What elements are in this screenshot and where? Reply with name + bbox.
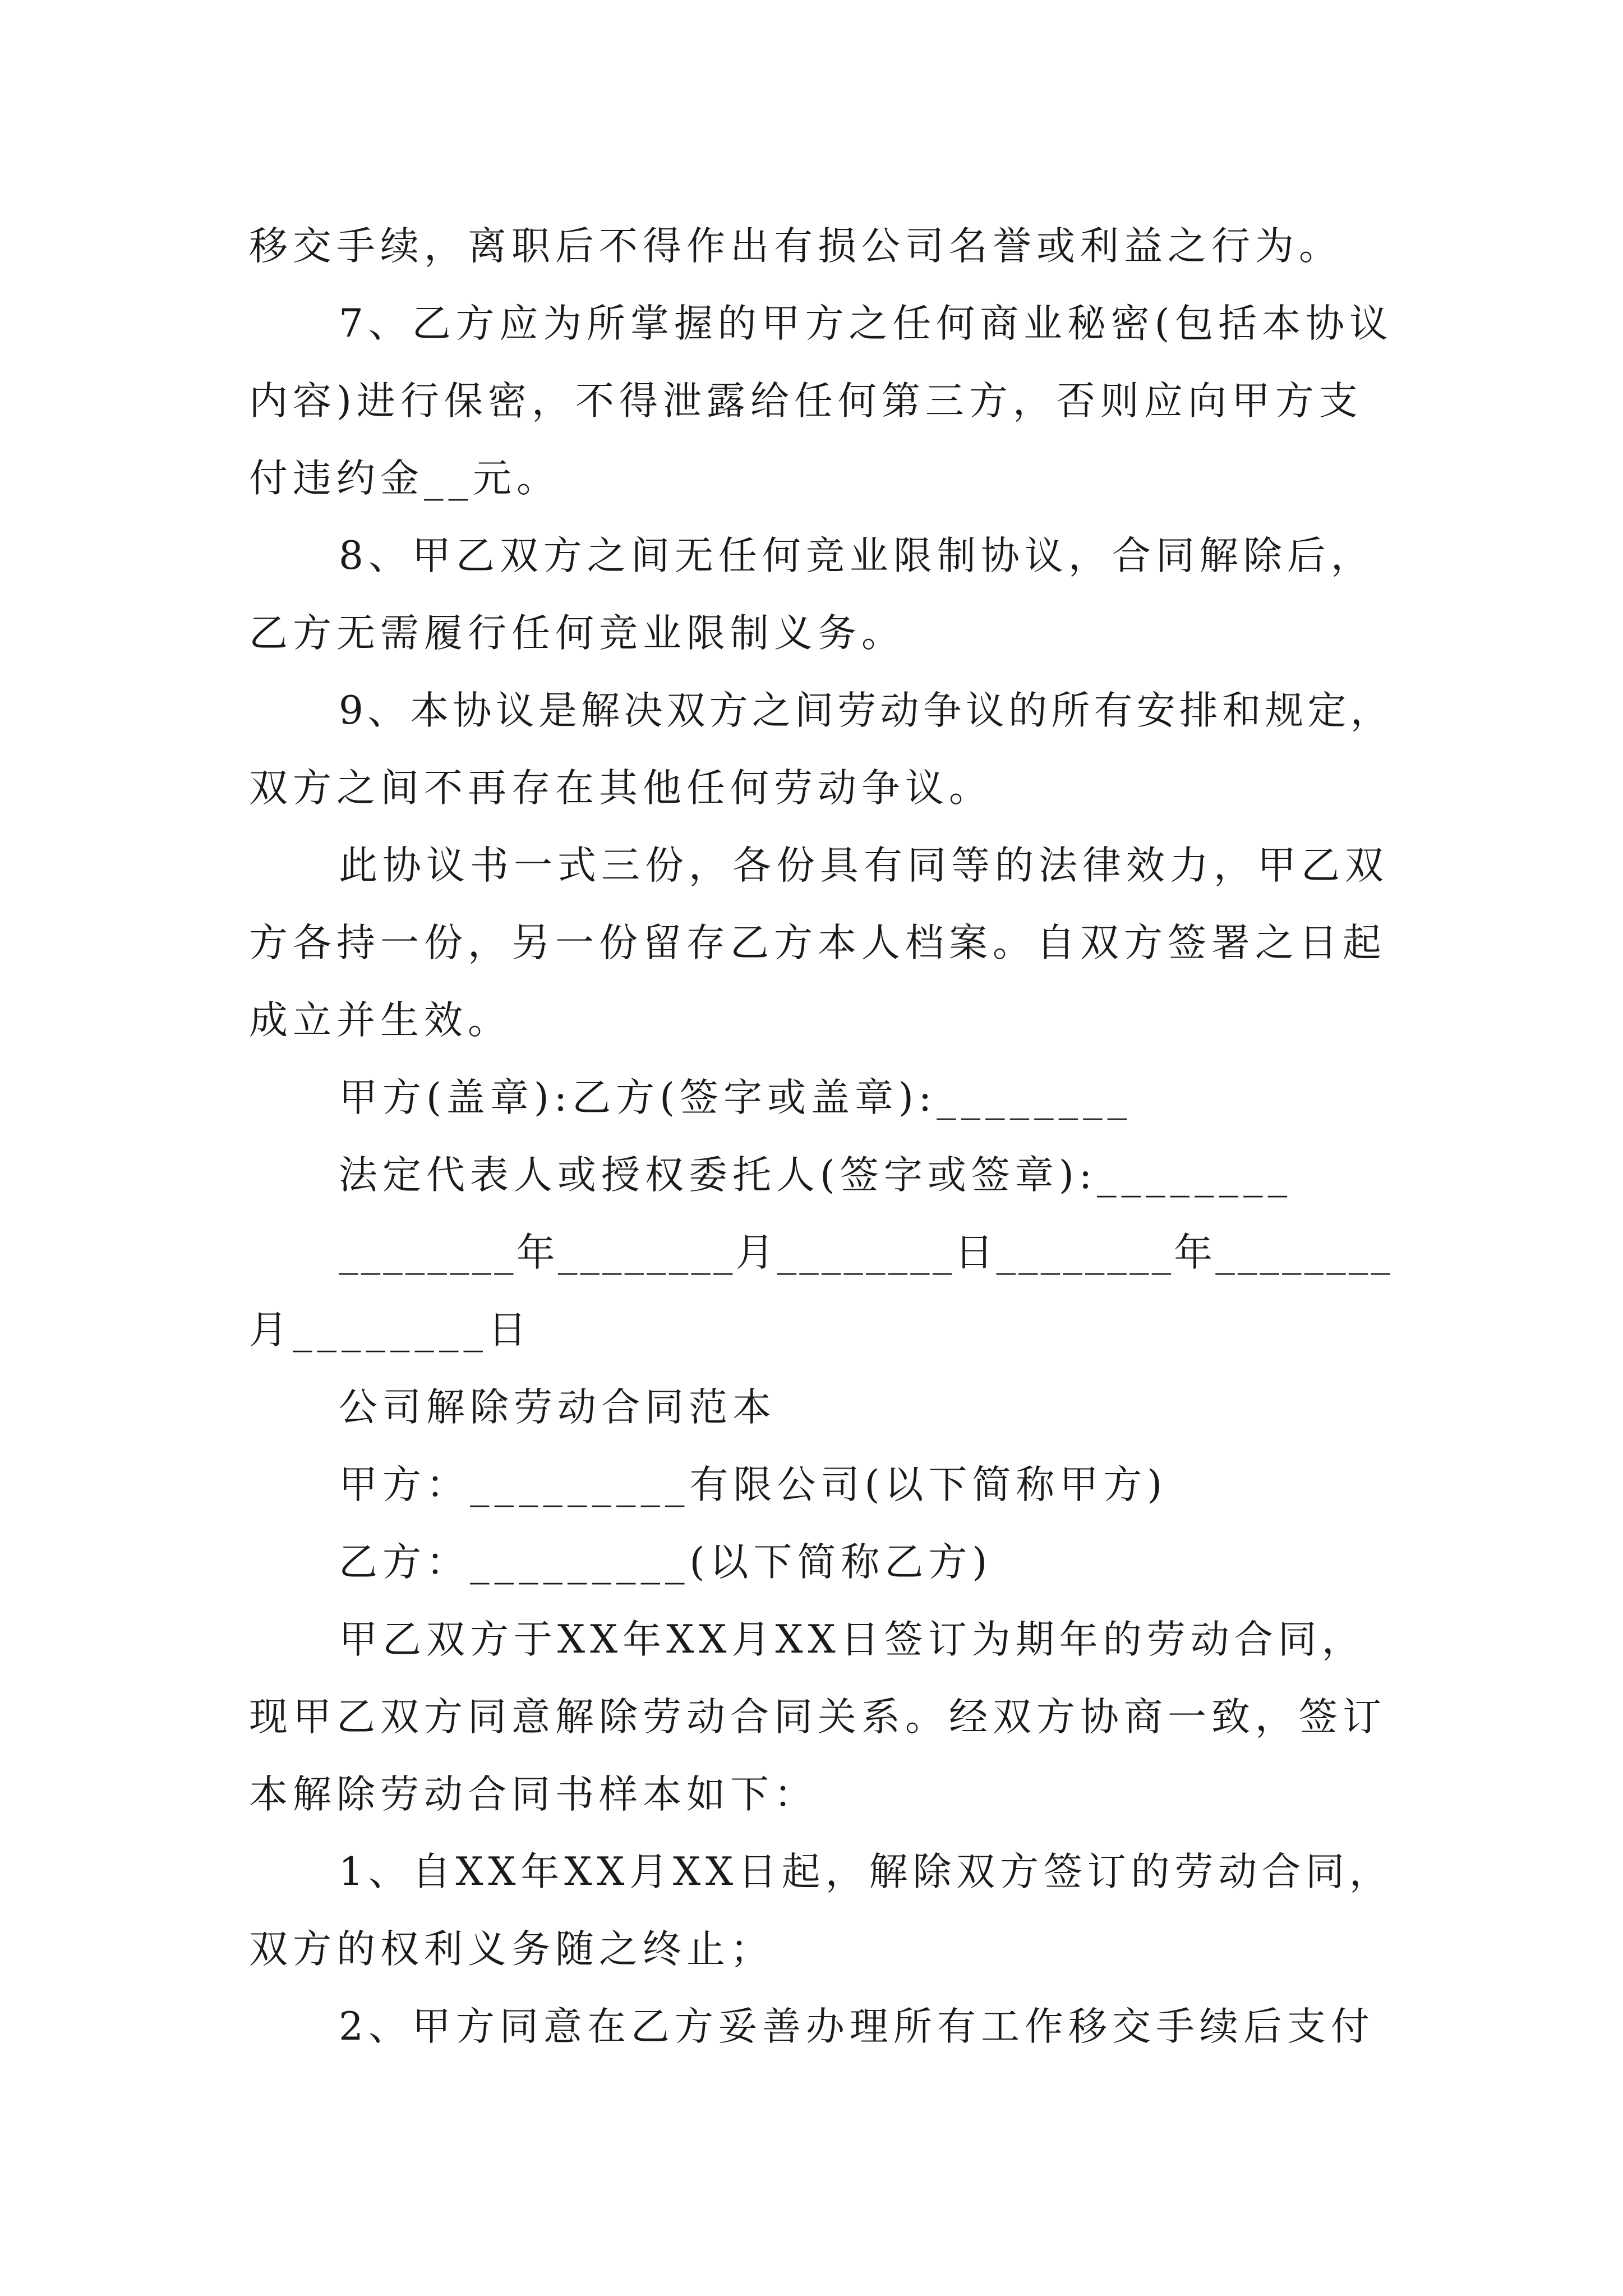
line-text: 乙方无需履行任何竞业限制义务。 [249,611,905,656]
line-text: 9、本协议是解决双方之间劳动争议的所有安排和规定， [339,688,1393,733]
paragraph-line [249,1911,1393,1988]
paragraph-line [249,1833,1393,1911]
line-text: 双方之间不再存在其他任何劳动争议。 [249,766,993,811]
line-text: 现甲乙双方同意解除劳动合同关系。经双方协商一致，签订 [249,1695,1386,1740]
paragraph-line [249,440,1393,517]
document-body [249,208,1393,2065]
paragraph-line [249,904,1393,982]
line-text: 内容)进行保密，不得泄露给任何第三方，否则应向甲方支 [249,379,1363,424]
paragraph-line [249,1601,1393,1678]
line-text: 8、甲乙双方之间无任何竞业限制协议，合同解除后， [339,533,1375,578]
paragraph-line [249,1678,1393,1756]
line-text: 成立并生效。 [249,998,511,1043]
line-text: 乙方：_________(以下简称乙方) [339,1540,993,1585]
paragraph-line [249,982,1393,1059]
line-text: 1、自XX年XX月XX日起，解除双方签订的劳动合同， [339,1849,1393,1894]
line-text: 移交手续，离职后不得作出有损公司名誉或利益之行为。 [249,224,1343,269]
line-text: 此协议书一式三份，各份具有同等的法律效力，甲乙双 [339,843,1389,888]
line-text: 公司解除劳动合同范本 [339,1385,776,1430]
paragraph-line [249,285,1393,362]
paragraph-line [249,749,1393,827]
paragraph-line [249,362,1393,440]
line-text: 甲方：_________有限公司(以下简称甲方) [339,1462,1168,1507]
line-text: 方各持一份，另一份留存乙方本人档案。自双方签署之日起 [249,921,1386,965]
date-line [249,1291,1393,1369]
paragraph-line [249,595,1393,672]
line-text: 付违约金__元。 [249,456,560,501]
paragraph-line [249,1988,1393,2065]
paragraph-line [249,517,1393,595]
line-text: 法定代表人或授权委托人(签字或签章):________ [339,1153,1293,1198]
section-title [249,1369,1393,1446]
line-text: 双方的权利义务随之终止； [249,1927,774,1972]
line-text: 2、甲方同意在乙方妥善办理所有工作移交手续后支付 [339,2004,1375,2049]
line-text: 月________日 [249,1308,532,1352]
party-line [249,1446,1393,1524]
line-text: 本解除劳动合同书样本如下： [249,1772,818,1817]
line-text: 甲方(盖章):乙方(签字或盖章):________ [339,1075,1132,1120]
line-text: 7、乙方应为所掌握的甲方之任何商业秘密(包括本协议 [339,301,1393,346]
paragraph-line [249,672,1393,749]
line-text: ________年________月________日________年________ [339,1230,1393,1275]
party-line [249,1524,1393,1601]
paragraph-line [249,827,1393,904]
paragraph-line [249,208,1393,285]
signature-line [249,1059,1393,1137]
date-line [249,1214,1393,1291]
signature-line [249,1137,1393,1214]
paragraph-line [249,1756,1393,1833]
line-text: 甲乙双方于XX年XX月XX日签订为期年的劳动合同， [339,1617,1366,1662]
